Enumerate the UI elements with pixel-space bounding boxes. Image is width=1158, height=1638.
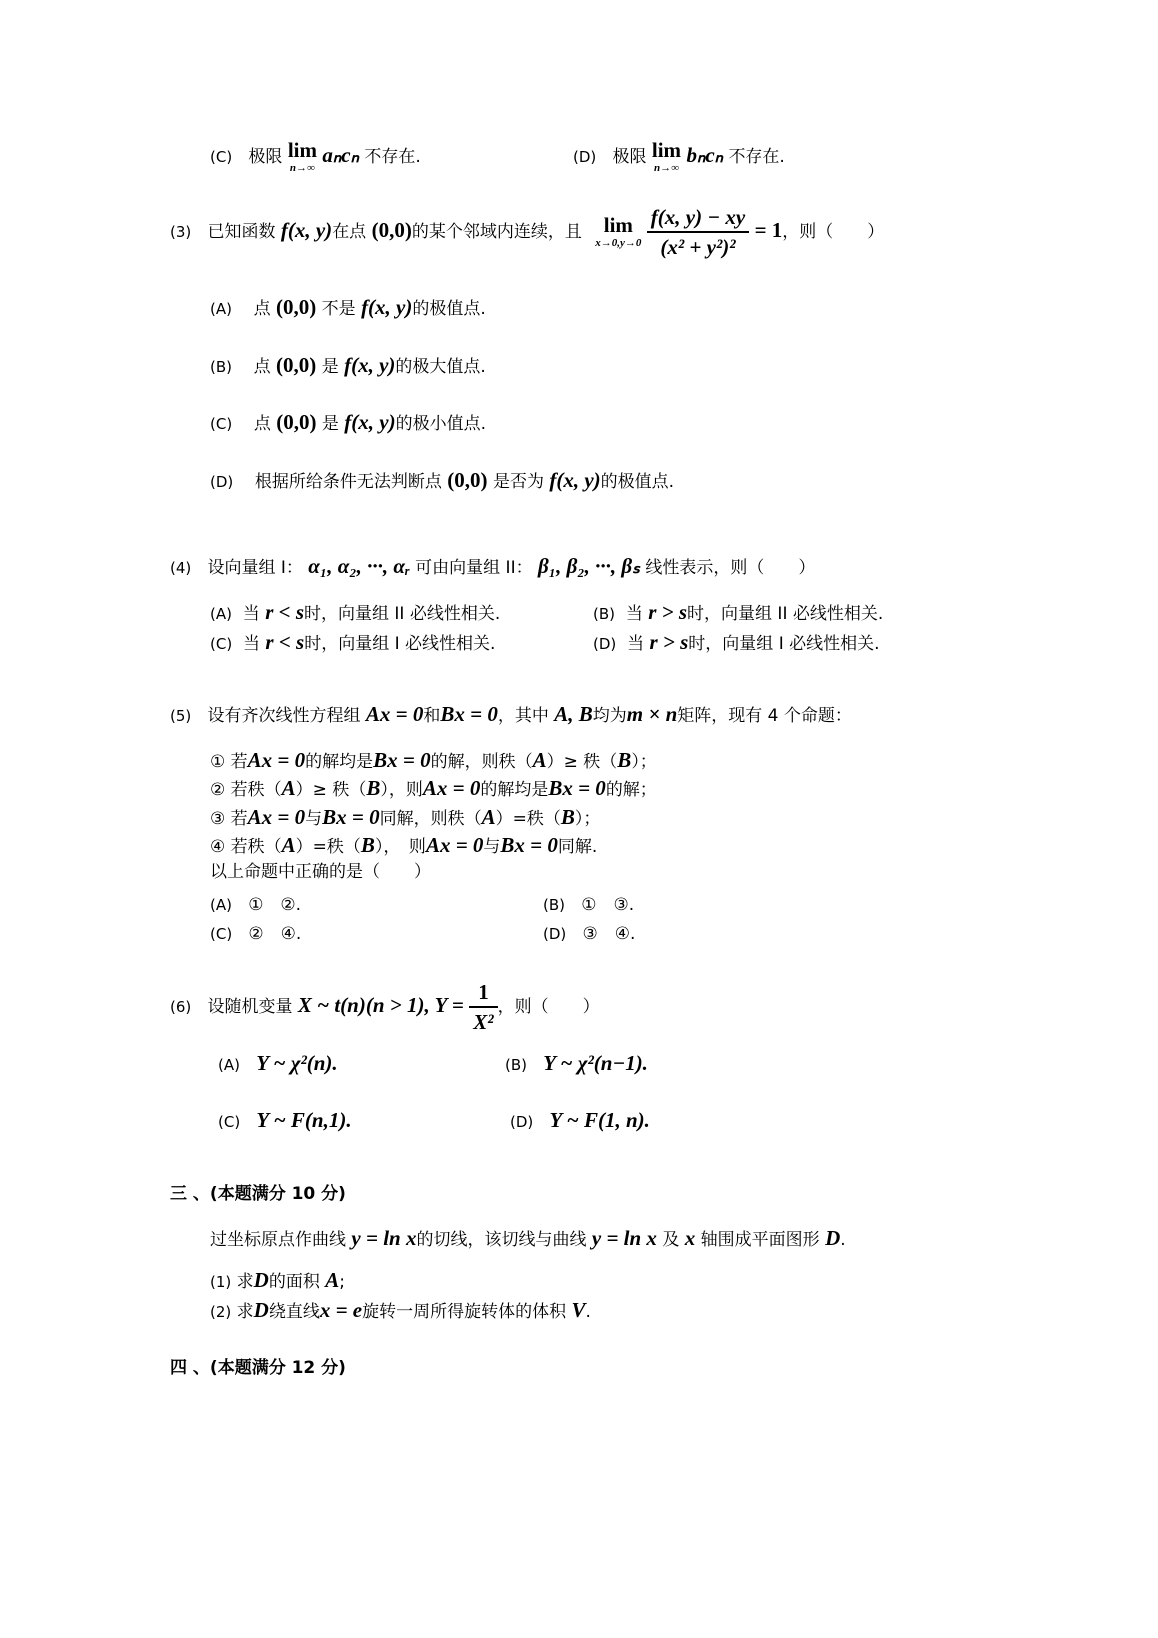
option-label: (D) (573, 148, 597, 166)
math-expression: V (571, 1298, 586, 1322)
math-expression: D (825, 1226, 841, 1250)
option-text: 当 (242, 604, 260, 624)
q3-stem (170, 205, 884, 259)
stem-text: ，其中 (497, 706, 549, 726)
section-4-heading: 四 、(本题满分 12 分) (170, 1358, 346, 1378)
option-text: ① ②. (248, 895, 302, 915)
limit-operator: lim x→0,y→0 (595, 213, 642, 250)
proposition-text: 的解均是 (480, 780, 549, 800)
math-expression: Ax = 0 (365, 702, 424, 726)
math-expression: r < s (265, 630, 305, 654)
stem-text: 设向量组 I： (207, 558, 303, 578)
option-text: 不是 (321, 299, 356, 319)
subquestion-number: (1) (210, 1273, 232, 1291)
fraction: $\frac{1}{\text{X²}}$ (469, 980, 497, 1034)
fraction: $\frac{f(x, y) - xy}{\text{(x² + y²)²}}$ (647, 205, 749, 259)
math-expression: Ax = 0 (247, 748, 306, 772)
option-label: (C) (210, 415, 233, 433)
option-label: (D) (543, 925, 567, 943)
math-expression: Y ~ F(n,1). (256, 1108, 352, 1132)
problem-text: 的切线，该切线与曲线 (416, 1230, 587, 1250)
subquestion-text: . (585, 1302, 591, 1322)
q6-option-a (218, 1051, 338, 1076)
math-expression: Bx = 0 (322, 805, 380, 829)
stem-text: 均为 (592, 706, 627, 726)
option-label: (D) (593, 635, 617, 653)
option-text: 不存在. (728, 147, 785, 167)
q5-option-c (210, 924, 301, 944)
q4-option-a (210, 600, 500, 625)
q6-option-c (218, 1108, 352, 1133)
option-text: 点 (253, 414, 271, 434)
math-expression: r > s (649, 630, 689, 654)
option-text: 的极大值点. (395, 357, 486, 377)
option-label: (C) (210, 925, 233, 943)
stem-text: 已知函数 (207, 222, 276, 243)
math-expression: f(x, y) (344, 353, 396, 377)
math-expression: Ax = 0 (425, 833, 484, 857)
option-text: 的极值点. (600, 472, 675, 492)
proposition-text: 同解，则秩（ (379, 809, 482, 829)
math-expression: A (281, 776, 296, 800)
subquestion-text: 旋转一周所得旋转体的体积 (362, 1302, 567, 1322)
stem-text: ，则（ ） (782, 222, 885, 243)
q4-option-d (593, 630, 880, 655)
limit-operator: lim n→∞ (287, 138, 317, 174)
section-3-subquestion-1 (210, 1268, 345, 1293)
stem-text: 矩阵，现有 4 个命题： (677, 706, 852, 726)
option-label: (A) (210, 896, 232, 914)
q5-option-d (543, 924, 635, 944)
option-text: 根据所给条件无法判断点 (254, 472, 442, 492)
math-expression: y = ln x (591, 1226, 657, 1250)
proposition-number: ③ (210, 809, 226, 829)
q6-stem (170, 980, 600, 1034)
option-text: 是 (321, 357, 339, 377)
option-text: 极限 (612, 147, 647, 167)
proposition-text: ）， 则 (374, 837, 426, 857)
q5-proposition-2 (210, 776, 657, 801)
option-label: (B) (210, 358, 232, 376)
option-text: 点 (253, 357, 271, 377)
option-label: (B) (543, 896, 565, 914)
option-text: 时，向量组 I 必线性相关. (688, 634, 880, 654)
subquestion-text: 的面积 (268, 1272, 320, 1292)
math-expression: = 1 (754, 218, 783, 243)
stem-text: 设有齐次线性方程组 (207, 706, 361, 726)
stem-text: 和 (423, 706, 441, 726)
math-expression: B (366, 776, 381, 800)
proposition-text: ）≥ 秩（ (295, 780, 367, 800)
q2-option-d (573, 140, 785, 174)
math-expression: β₁, β₂, ···, βₛ (538, 554, 640, 578)
option-text: 是否为 (492, 472, 544, 492)
stem-text: 设随机变量 (207, 997, 293, 1018)
stem-text: 可由向量组 II： (415, 558, 533, 578)
math-expression: f(x, y) (280, 218, 333, 243)
proposition-number: ② (210, 780, 226, 800)
math-expression: Ax = 0 (247, 805, 306, 829)
math-expression: y = ln x (351, 1226, 417, 1250)
proposition-text: 与 (305, 809, 323, 829)
question-number: (3) (170, 223, 192, 242)
q4-option-b (593, 600, 883, 625)
option-text: 是 (321, 414, 339, 434)
proposition-text: ）； (574, 809, 601, 829)
math-expression: aₙcₙ (322, 143, 359, 167)
stem-text: 线性表示，则（ ） (645, 558, 816, 578)
option-label: (B) (593, 605, 615, 623)
stem-text: 以上命题中正确的是（ ） (210, 862, 431, 882)
math-expression: Bx = 0 (500, 833, 558, 857)
option-text: 的极小值点. (395, 414, 486, 434)
question-number: (4) (170, 559, 192, 577)
math-expression: r < s (265, 600, 304, 624)
option-text: ③ ④. (582, 924, 636, 944)
proposition-text: 若 (230, 752, 248, 772)
math-expression: A (481, 805, 496, 829)
option-label: (C) (218, 1113, 241, 1131)
math-expression: (0,0) (276, 410, 317, 434)
stem-text: 在点 (332, 222, 367, 243)
q6-option-d (510, 1108, 650, 1133)
q3-option-b (210, 353, 486, 378)
math-expression: (0,0) (447, 468, 488, 492)
proposition-text: 的解，则秩（ (430, 752, 533, 772)
math-expression: f(x, y) (361, 295, 413, 319)
math-expression: A (281, 833, 296, 857)
section-3-heading: 三 、(本题满分 10 分) (170, 1184, 346, 1204)
option-label: (D) (510, 1113, 534, 1131)
option-label: (D) (210, 473, 234, 491)
section-3-subquestion-2 (210, 1298, 591, 1323)
math-expression: B (360, 833, 375, 857)
proposition-text: 若秩（ (230, 837, 282, 857)
math-expression: Y ~ χ²(n−1). (543, 1051, 648, 1075)
math-expression: Bx = 0 (548, 776, 606, 800)
problem-text: 过坐标原点作曲线 (210, 1230, 346, 1250)
problem-text: 轴围成平面图形 (700, 1230, 820, 1250)
proposition-text: ）； (631, 752, 657, 772)
math-expression: x (684, 1226, 696, 1250)
option-label: (A) (210, 300, 232, 318)
math-expression: (0,0) (276, 295, 317, 319)
q5-stem (170, 702, 852, 727)
q3-option-d (210, 468, 674, 493)
q5-proposition-3 (210, 805, 600, 830)
subquestion-text: ; (339, 1272, 345, 1292)
math-expression: (0,0) (276, 353, 317, 377)
subquestion-text: 求 (236, 1272, 254, 1292)
proposition-text: ）=秩（ (295, 837, 361, 857)
option-label: (A) (218, 1056, 240, 1074)
subquestion-text: 求 (236, 1302, 254, 1322)
option-text: 不存在. (364, 147, 421, 167)
proposition-text: ），则 (380, 780, 423, 800)
math-expression: x = e (319, 1298, 363, 1322)
math-expression: bₙcₙ (686, 143, 724, 167)
math-expression: f(x, y) (344, 410, 396, 434)
math-expression: A (325, 1268, 340, 1292)
math-expression: A (532, 748, 547, 772)
math-expression: Y ~ F(1, n). (549, 1108, 650, 1132)
proposition-text: 的解均是 (305, 752, 374, 772)
math-expression: B (560, 805, 575, 829)
option-label: (B) (505, 1056, 527, 1074)
math-expression: f(x, y) (549, 468, 601, 492)
subquestion-number: (2) (210, 1303, 232, 1321)
math-expression: r > s (648, 600, 688, 624)
math-expression: B (617, 748, 632, 772)
math-expression: Bx = 0 (373, 748, 431, 772)
q4-stem (170, 554, 815, 579)
option-text: ① ③. (581, 895, 635, 915)
limit-operator: lim n→∞ (651, 138, 682, 174)
section-3-problem (210, 1226, 846, 1251)
math-expression: D (253, 1268, 269, 1292)
option-label: (C) (210, 148, 233, 166)
math-expression: m × n (626, 702, 678, 726)
proposition-text: 同解. (557, 837, 598, 857)
q3-option-a (210, 295, 486, 320)
option-text: 的极值点. (412, 299, 486, 319)
option-text: ② ④. (248, 924, 302, 944)
stem-text: ，则（ ） (497, 997, 600, 1018)
q5-option-a (210, 895, 301, 915)
option-text: 时，向量组 I 必线性相关. (304, 634, 496, 654)
math-expression: A, B (554, 702, 593, 726)
math-expression: (0,0) (371, 218, 412, 243)
proposition-text: 与 (483, 837, 501, 857)
option-text: 当 (627, 634, 645, 654)
option-text: 当 (243, 634, 260, 654)
q5-proposition-4 (210, 833, 597, 858)
q5-proposition-1 (210, 748, 657, 773)
math-expression: Ax = 0 (422, 776, 481, 800)
proposition-text: 的解； (605, 780, 657, 800)
math-expression: D (253, 1298, 269, 1322)
subquestion-text: 绕直线 (268, 1302, 320, 1322)
q6-option-b (505, 1051, 648, 1076)
q5-option-b (543, 895, 634, 915)
proposition-number: ① (210, 752, 226, 772)
q2-option-c (210, 140, 421, 174)
option-text: 当 (625, 604, 643, 624)
problem-text: 及 (662, 1230, 680, 1250)
math-expression: Y ~ χ²(n). (256, 1051, 338, 1075)
option-label: (A) (210, 605, 232, 623)
math-expression: Bx = 0 (440, 702, 498, 726)
proposition-number: ④ (210, 837, 226, 857)
option-text: 时，向量组 II 必线性相关. (687, 604, 884, 624)
q5-ask (210, 862, 431, 882)
option-label: (C) (210, 635, 233, 653)
math-expression: α₁, α₂, ···, αᵣ (308, 554, 410, 578)
q4-option-c (210, 630, 495, 655)
proposition-text: 若 (230, 809, 248, 829)
question-number: (5) (170, 707, 192, 725)
q3-option-c (210, 410, 486, 435)
option-text: 点 (253, 299, 271, 319)
proposition-text: ）=秩（ (495, 809, 561, 829)
stem-text: 的某个邻域内连续，且 (411, 222, 582, 243)
option-text: 时，向量组 II 必线性相关. (304, 604, 501, 624)
proposition-text: ）≥ 秩（ (546, 752, 618, 772)
question-number: (6) (170, 998, 192, 1017)
option-text: 极限 (248, 147, 283, 167)
problem-text: . (840, 1230, 846, 1250)
math-expression: X ~ t(n)(n > 1), Y = (297, 993, 464, 1018)
proposition-text: 若秩（ (230, 780, 282, 800)
